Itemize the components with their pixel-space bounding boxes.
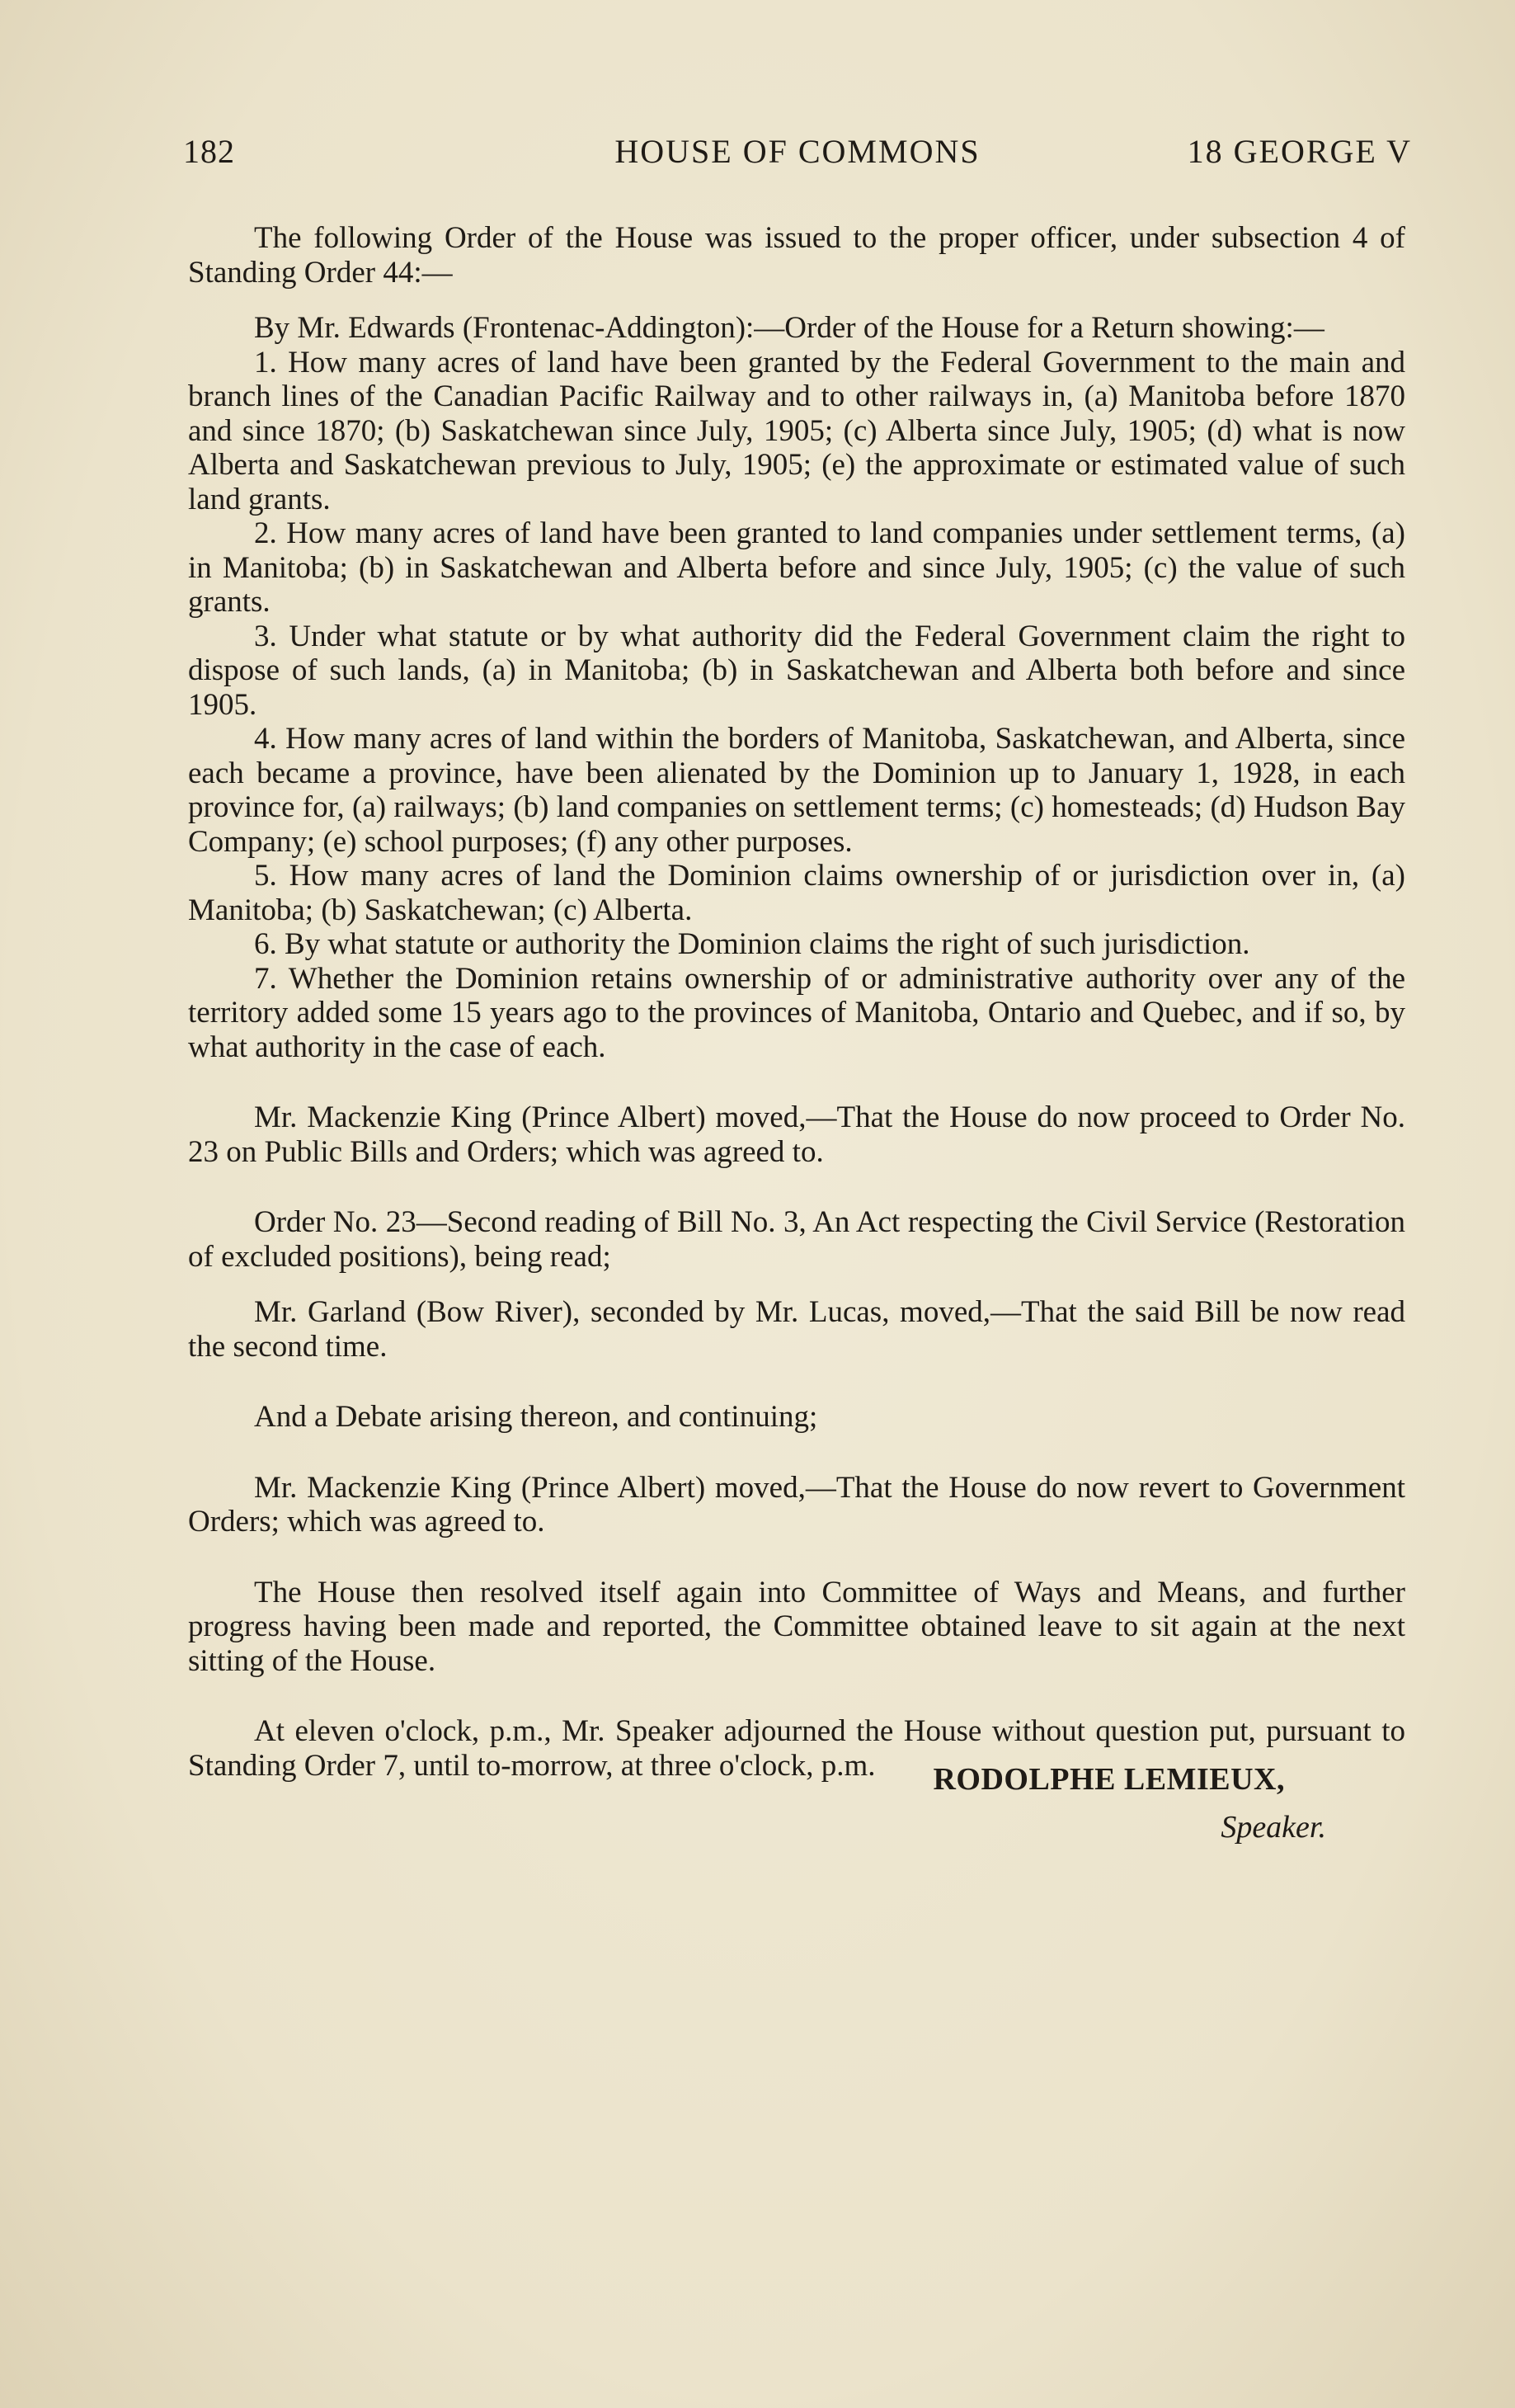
list-item: 3. Under what statute or by what authority did the Federal Government claim the right to dispose of such lands, (a) in Manitoba; (b) in Saskatchewan and Alberta both before and since 1905.: [188, 619, 1405, 722]
regnal-year: 18 GEORGE V: [1187, 133, 1412, 170]
page-number: 182: [183, 133, 235, 170]
list-item: 4. How many acres of land within the borders of Manitoba, Saskatchewan, and Alberta, since each became a province, have been alienated by the Dominion up to January 1, 1928, in each province for, (a) railways; (b) land companies on settlement terms; (c) homesteads; (d) Hudson Bay Company; (e) school purposes; (f) any other purposes.: [188, 722, 1405, 859]
paragraph-debate: And a Debate arising thereon, and continuing;: [254, 1400, 818, 1434]
list-item: 2. How many acres of land have been granted to land companies under settlement terms, (a) in Manitoba; (b) in Saskatchewan and Alberta before and since July, 1905; (c) the value of such grants.: [188, 516, 1405, 619]
paragraph-order-23: Order No. 23—Second reading of Bill No. 3, An Act respecting the Civil Service (Restoration of excluded positions), being read;: [188, 1205, 1405, 1274]
paragraph-committee: The House then resolved itself again into Committee of Ways and Means, and further progress having been made and reported, the Committee obtained leave to sit again at the next sitting of the House.: [188, 1575, 1405, 1678]
list-item: 7. Whether the Dominion retains ownership of or administrative authority over any of the territory added some 15 years ago to the provinces of Manitoba, Ontario and Quebec, and if so, by what authority in the case of each.: [188, 961, 1405, 1064]
paragraph-order-issued: The following Order of the House was issued to the proper officer, under subsection 4 of Standing Order 44:—: [188, 221, 1405, 290]
paragraph-garland-motion: Mr. Garland (Bow River), seconded by Mr. Lucas, moved,—That the said Bill be now read the second time.: [188, 1295, 1405, 1364]
paragraph-edwards-order: By Mr. Edwards (Frontenac-Addington):—Order of the House for a Return showing:—: [254, 311, 1324, 345]
list-item: 1. How many acres of land have been granted by the Federal Government to the main and branch lines of the Canadian Pacific Railway and to other railways in, (a) Manitoba before 1870 and since 1870; (b) Saskatchewan since July, 1905; (c) Alberta since July, 1905; (d) what is now Alberta and Saskatchewan previous to July, 1905; (e) the approximate or estimated value of such land grants.: [188, 345, 1405, 516]
paragraph-adjournment: At eleven o'clock, p.m., Mr. Speaker adjourned the House without question put, pursuant to Standing Order 7, until to-morrow, at three o'clock, p.m.: [188, 1714, 1405, 1783]
journal-body: [188, 221, 1405, 1783]
paragraph-motion-king: Mr. Mackenzie King (Prince Albert) moved,—That the House do now proceed to Order No. 23 on Public Bills and Orders; which was agreed to.: [188, 1100, 1405, 1169]
speaker-title: Speaker.: [1221, 1810, 1326, 1845]
page-title: HOUSE OF COMMONS: [614, 133, 981, 170]
signature-block: [188, 1761, 1405, 1845]
paragraph-revert-motion: Mr. Mackenzie King (Prince Albert) moved,—That the House do now revert to Government Orders; which was agreed to.: [188, 1470, 1405, 1539]
speaker-name: RODOLPHE LEMIEUX,: [933, 1762, 1285, 1797]
page-header: [183, 132, 1412, 181]
list-item: 5. How many acres of land the Dominion claims ownership of or jurisdiction over in, (a) Manitoba; (b) Saskatchewan; (c) Alberta.: [188, 859, 1405, 927]
list-item: 6. By what statute or authority the Dominion claims the right of such jurisdiction.: [254, 927, 1250, 961]
